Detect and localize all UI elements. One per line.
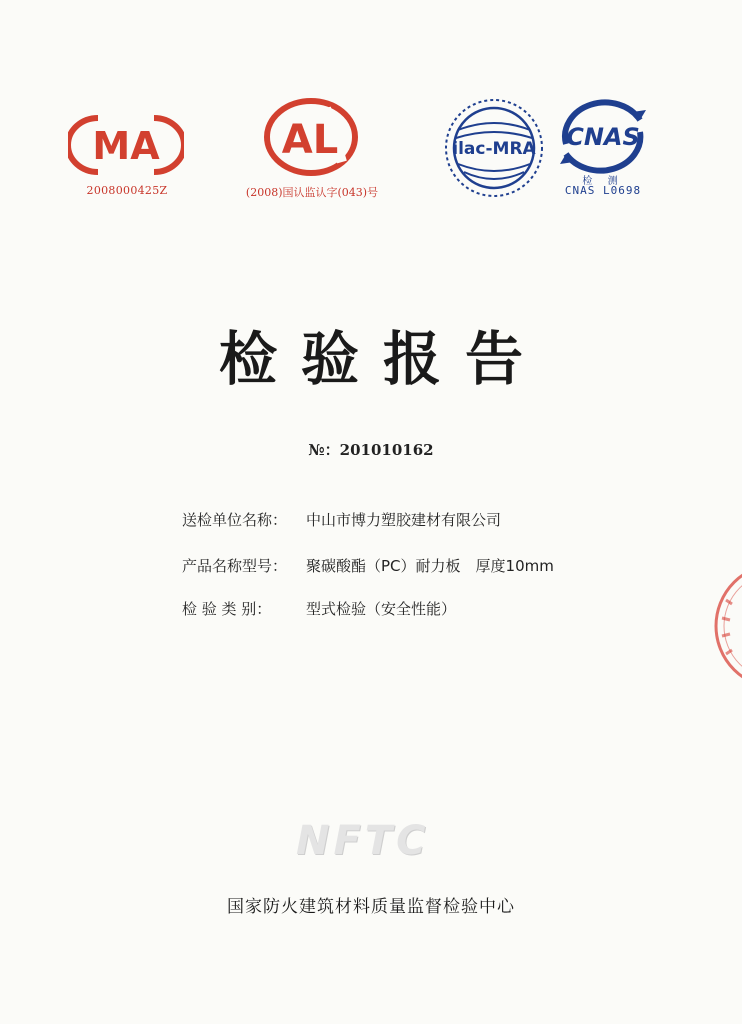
- cma-logo-icon: [68, 112, 184, 178]
- product-label: 产品名称型号：: [182, 557, 288, 575]
- cma-code: 2008000425Z: [86, 184, 168, 197]
- nftc-watermark: NFTC: [296, 818, 430, 864]
- cnas-caption-detection: 检 测: [582, 176, 624, 187]
- official-seal-icon: [708, 556, 742, 696]
- inspection-type-label: 检 验 类 别：: [182, 600, 272, 618]
- client-label: 送检单位名称：: [182, 511, 288, 529]
- report-title: 检验报告: [218, 325, 547, 393]
- cal-mark-text: AL: [281, 117, 339, 163]
- inspection-type-row: [182, 598, 456, 619]
- issuing-organization: 国家防火建筑材料质量监督检验中心: [227, 897, 515, 917]
- cal-code: (2008)国认监认字(043)号: [245, 186, 379, 199]
- cal-logo-icon: [262, 96, 360, 178]
- product-row: [182, 555, 554, 576]
- cnas-accreditation-number: CNAS L0698: [564, 184, 642, 197]
- cnas-logo-icon: [552, 98, 654, 174]
- client-row: [182, 509, 501, 530]
- ilac-mark-text: ilac-MRA: [452, 139, 536, 159]
- report-number: №：201010162: [308, 441, 434, 459]
- cnas-mark-text: CNAS: [566, 123, 640, 151]
- client-value: 中山市博力塑胶建材有限公司: [306, 511, 502, 529]
- cma-mark-text: MA: [92, 124, 160, 168]
- product-value: 聚碳酸酯（PC）耐力板 厚度10mm: [306, 557, 554, 575]
- ilac-mra-logo-icon: [442, 96, 546, 200]
- inspection-type-value: 型式检验（安全性能）: [306, 600, 457, 618]
